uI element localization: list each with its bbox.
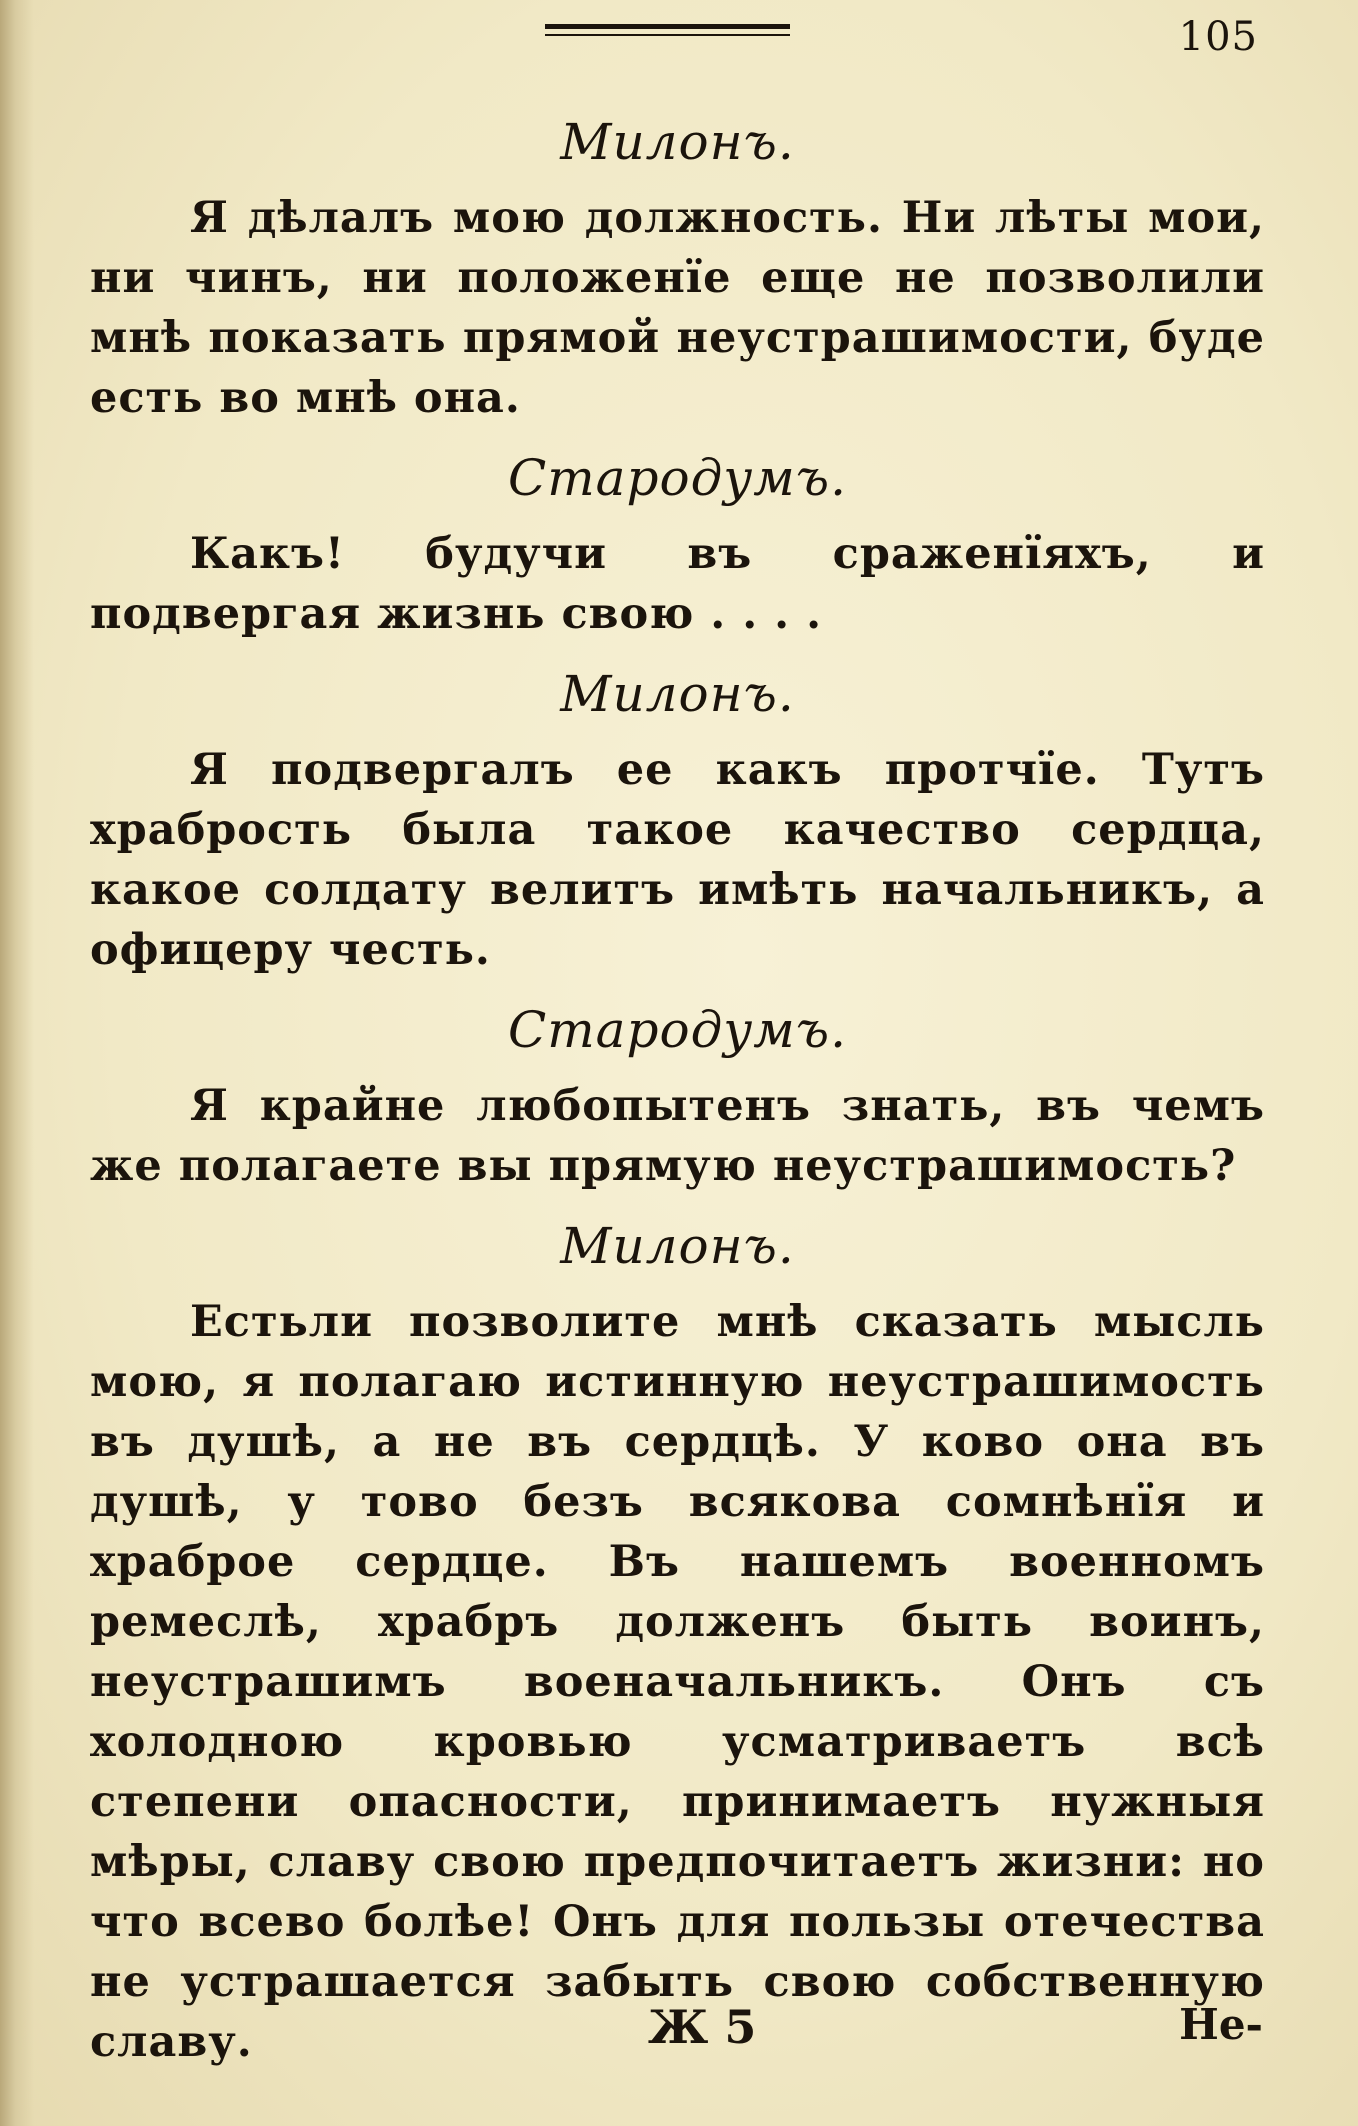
speaker-name: Милонъ. [560,1217,795,1275]
page-number: 105 [1178,14,1258,60]
dialogue-text [90,100,1265,2088]
speaker-name: Стародумъ. [508,449,847,507]
speech-paragraph: Я крайне любопытенъ знать, въ чемъ же полагаете вы прямую неустрашимость? [90,1081,1265,1191]
speaker-name: Милонъ. [560,665,795,723]
speech-paragraph: Я подвергалъ ее какъ протчїе. Тутъ храбрость была такое качество сердца, какое солдату велитъ имѣть начальникъ, а офицеру честь. [90,745,1265,975]
speech-paragraph: Естьли позволите мнѣ сказать мысль мою, я полагаю истинную неустрашимость въ душѣ, а не въ сердцѣ. У ково она въ душѣ, у тово безъ всякова сомнѣнїя и храброе сердце. Въ нашемъ военномъ ремеслѣ, храбръ долженъ быть воинъ, неустрашимъ военачальникъ. Онъ съ холодною кровью усматриваетъ всѣ степени опасности, принимаетъ нужныя мѣры, славу свою предпочитаетъ жизни: но что всево болѣе! Онъ для пользы отечества не устрашается забыть свою собственную славу. [90,1297,1265,2067]
page-binding-edge [0,0,34,2126]
speaker-name: Милонъ. [560,113,795,171]
header-ornament-rule [545,24,790,44]
printer-signature-mark: Ж 5 [648,2000,757,2054]
speech-paragraph: Какъ! будучи въ сраженїяхъ, и подвергая жизнь свою . . . . [90,529,1265,639]
speaker-name: Стародумъ. [508,1001,847,1059]
speech-paragraph: Я дѣлалъ мою должность. Ни лѣты мои, ни чинъ, ни положенїе еще не позволили мнѣ показать прямой неустрашимости, буде есть во мнѣ она. [90,193,1265,423]
catchword: Не- [1179,2000,1263,2049]
